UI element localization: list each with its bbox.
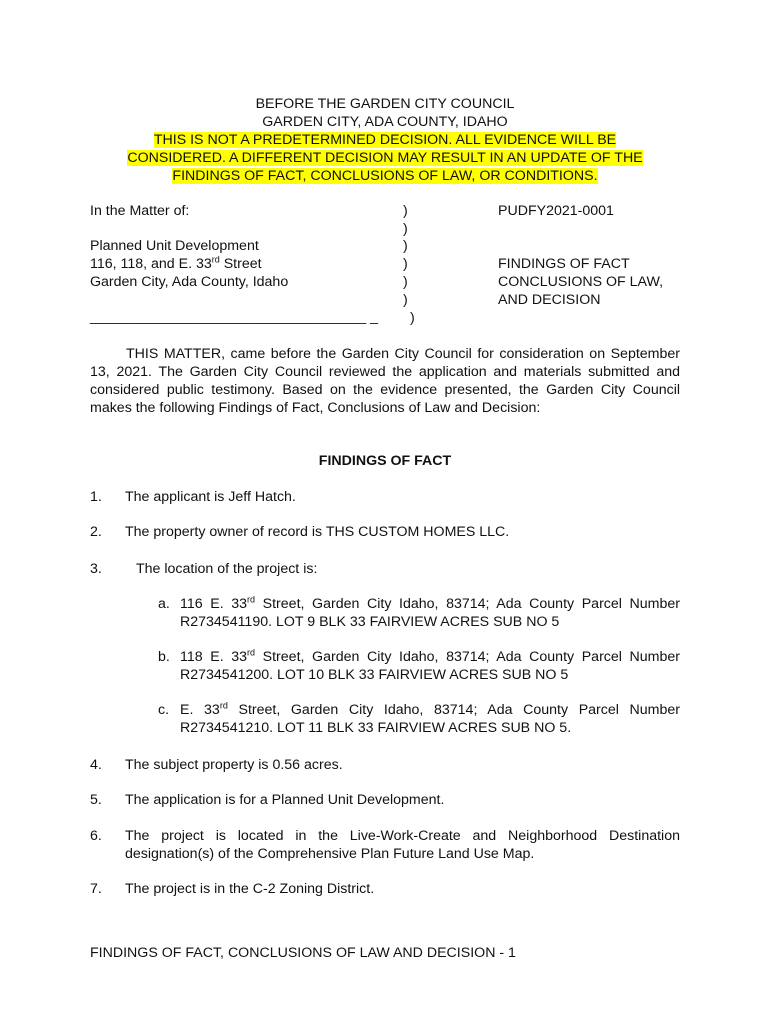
header-line-2: GARDEN CITY, ADA COUNTY, IDAHO (262, 114, 508, 130)
caption-address-text: 116, 118, and E. 33 (90, 256, 212, 272)
caption-pud: Planned Unit Development (90, 238, 259, 254)
finding-number: 5. (90, 792, 102, 808)
notice-highlight-2: CONSIDERED. A DIFFERENT DECISION MAY RESULT IN AN UPDATE OF THE (127, 150, 643, 166)
doc-title-3: AND DECISION (498, 292, 601, 308)
header-line-1: BEFORE THE GARDEN CITY COUNCIL (255, 96, 515, 112)
notice-line-2 (0, 149, 770, 167)
caption-paren: ) (403, 221, 408, 237)
location-item (180, 595, 680, 631)
location-letter: c. (158, 702, 170, 718)
notice-highlight-1: THIS IS NOT A PREDETERMINED DECISION. ALL EVIDENCE WILL BE (153, 132, 617, 148)
doc-title-2: CONCLUSIONS OF LAW, (498, 274, 664, 290)
location-sup: rd (219, 700, 228, 711)
doc-title-1: FINDINGS OF FACT (498, 256, 630, 272)
finding-text: The applicant is Jeff Hatch. (125, 489, 296, 505)
intro-paragraph: THIS MATTER, came before the Garden City Council for consideration on September 13, 2021. The Garden City Council reviewed the application and materials submitted and considered public testimony. Based on the evidence presented, the Garden City Council makes the following Findings of Fact, Conclusions of Law and Decision: (90, 346, 680, 416)
caption-paren: ) (403, 274, 408, 290)
finding-number: 4. (90, 757, 102, 773)
section-title: FINDINGS OF FACT (318, 453, 452, 469)
finding-number: 3. (90, 561, 102, 577)
caption-matter: In the Matter of: (90, 203, 190, 219)
caption-paren: ) (410, 310, 415, 326)
location-letter: b. (158, 649, 170, 665)
caption-paren: ) (403, 292, 408, 308)
caption-paren: ) (403, 256, 408, 272)
location-sup: rd (247, 594, 256, 605)
caption-address-street: Street (219, 256, 262, 272)
location-letter: a. (158, 596, 170, 612)
location-text: Street, Garden City Idaho, 83714; Ada County Parcel Number R2734541190. LOT 9 BLK 33 FAIRVIEW ACRES SUB NO 5 (180, 596, 681, 630)
finding-text: The property owner of record is THS CUSTOM HOMES LLC. (125, 524, 510, 540)
finding-text: The application is for a Planned Unit Development. (125, 792, 445, 808)
finding-number: 6. (90, 828, 102, 844)
location-text: Street, Garden City Idaho, 83714; Ada County Parcel Number R2734541200. LOT 10 BLK 33 FAIRVIEW ACRES SUB NO 5 (180, 649, 681, 683)
finding-number: 7. (90, 881, 102, 897)
location-text: E. 33 (180, 702, 220, 718)
caption-paren: ) (403, 203, 408, 219)
notice-highlight-3: FINDINGS OF FACT, CONCLUSIONS OF LAW, OR CONDITIONS. (172, 168, 598, 184)
location-text: 118 E. 33 (180, 649, 248, 665)
finding-text: The subject property is 0.56 acres. (125, 757, 343, 773)
location-text: Street, Garden City Idaho, 83714; Ada County Parcel Number R2734541210. LOT 11 BLK 33 FAIRVIEW ACRES SUB NO 5. (180, 702, 680, 736)
caption-address (90, 255, 262, 273)
location-item (180, 701, 680, 737)
finding-number: 1. (90, 489, 102, 505)
caption-address-sup: rd (211, 254, 220, 265)
location-item (180, 648, 680, 684)
caption-city: Garden City, Ada County, Idaho (90, 274, 289, 290)
notice-line-1 (0, 131, 770, 149)
caption-paren: ) (403, 238, 408, 254)
page-footer: FINDINGS OF FACT, CONCLUSIONS OF LAW AND DECISION - 1 (90, 945, 516, 961)
location-text: 116 E. 33 (180, 596, 248, 612)
finding-text: The location of the project is: (136, 561, 318, 577)
caption-rule: ___________________________________ _ (90, 309, 378, 325)
location-sup: rd (247, 647, 256, 658)
case-number: PUDFY2021-0001 (498, 203, 614, 219)
finding-number: 2. (90, 524, 102, 540)
finding-text: The project is located in the Live-Work-Create and Neighborhood Destination designation(s) of the Comprehensive Plan Future Land Use Map. (125, 828, 680, 862)
notice-line-3 (0, 167, 770, 185)
finding-text: The project is in the C-2 Zoning District. (125, 881, 375, 897)
